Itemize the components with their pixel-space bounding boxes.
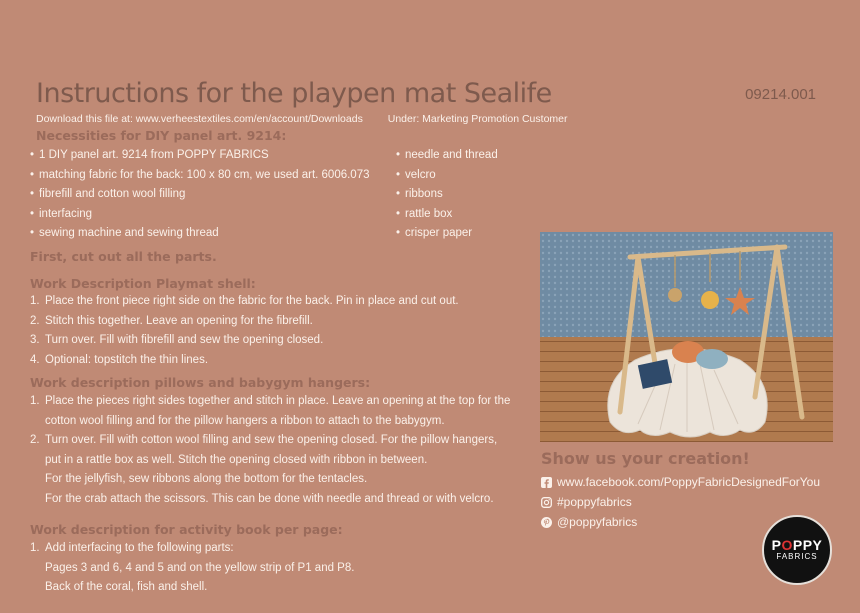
list-item: • rattle box bbox=[396, 205, 498, 225]
pillows-heading: Work description pillows and babygym hangers: bbox=[30, 375, 371, 390]
pinterest-icon bbox=[541, 517, 552, 528]
step-item: 1. Place the front piece right side on the fabric for the back. Pin in place and cut out. bbox=[30, 295, 459, 307]
step-item: 4. Optional: topstitch the thin lines. bbox=[30, 353, 209, 366]
step-item: 1. Place the pieces right sides together and stitch in place. Leave an opening at the top for the cotton wool filling and for the pillow hangers a ribbon to attach to the babygym. bbox=[30, 395, 511, 427]
step-extra-line: Pages 3 and 6, 4 and 5 and on the yellow strip of P1 and P8. bbox=[45, 561, 355, 574]
list-item: • matching fabric for the back: 100 x 80 cm, we used art. 6006.073 bbox=[30, 166, 370, 186]
facebook-icon bbox=[541, 477, 552, 488]
step-item: 2. Turn over. Fill with cotton wool filling and sew the opening closed. For the pillow hangers, put in a rattle box as well. Stitch the opening closed with ribbon in between. bbox=[30, 434, 498, 466]
list-item: • needle and thread bbox=[396, 146, 498, 166]
book-steps bbox=[30, 539, 515, 598]
shell-heading: Work Description Playmat shell: bbox=[30, 276, 256, 291]
list-item: • sewing machine and sewing thread bbox=[30, 224, 370, 244]
list-item: • crisper paper bbox=[396, 224, 498, 244]
step-extra-line: For the crab attach the scissors. This can be done with needle and thread or with velcro. bbox=[45, 492, 494, 505]
facebook-link[interactable]: www.facebook.com/PoppyFabricDesignedForYou bbox=[541, 475, 820, 489]
pillows-steps bbox=[30, 392, 515, 509]
list-item: • velcro bbox=[396, 166, 498, 186]
product-photo bbox=[540, 232, 833, 442]
poppy-fabrics-logo: POPPY FABRICS bbox=[762, 515, 832, 585]
list-item: • fibrefill and cotton wool filling bbox=[30, 185, 370, 205]
download-location-text: Under: Marketing Promotion Customer bbox=[387, 113, 568, 125]
list-item: • ribbons bbox=[396, 185, 498, 205]
article-code: 09214.001 bbox=[745, 86, 816, 103]
step-extra-line: For the jellyfish, sew ribbons along the bottom for the tentacles. bbox=[45, 473, 368, 485]
necessities-heading: Necessities for DIY panel art. 9214: bbox=[36, 128, 287, 143]
step-item: 3. Turn over. Fill with fibrefill and sew the opening closed. bbox=[30, 334, 324, 346]
download-info bbox=[36, 113, 568, 125]
page-title: Instructions for the playpen mat Sealife bbox=[36, 78, 552, 109]
instagram-link[interactable]: #poppyfabrics bbox=[541, 495, 632, 509]
first-step-text: First, cut out all the parts. bbox=[30, 249, 217, 264]
instagram-icon bbox=[541, 497, 552, 508]
social-heading: Show us your creation! bbox=[541, 449, 750, 468]
step-item: 2. Stitch this together. Leave an opening for the fibrefill. bbox=[30, 314, 313, 327]
shell-steps bbox=[30, 292, 515, 370]
pinterest-link[interactable]: @poppyfabrics bbox=[541, 515, 637, 529]
book-heading: Work description for activity book per page: bbox=[30, 522, 343, 537]
necessities-list-right bbox=[396, 146, 498, 244]
list-item: • 1 DIY panel art. 9214 from POPPY FABRICS bbox=[30, 146, 370, 166]
step-extra-line: Back of the coral, fish and shell. bbox=[45, 581, 208, 593]
list-item: • interfacing bbox=[30, 205, 370, 225]
step-item: 1. Add interfacing to the following parts: bbox=[30, 542, 234, 554]
download-link-text[interactable]: Download this file at: www.verheestextiles.com/en/account/Downloads bbox=[36, 113, 363, 125]
necessities-list-left bbox=[30, 146, 370, 244]
